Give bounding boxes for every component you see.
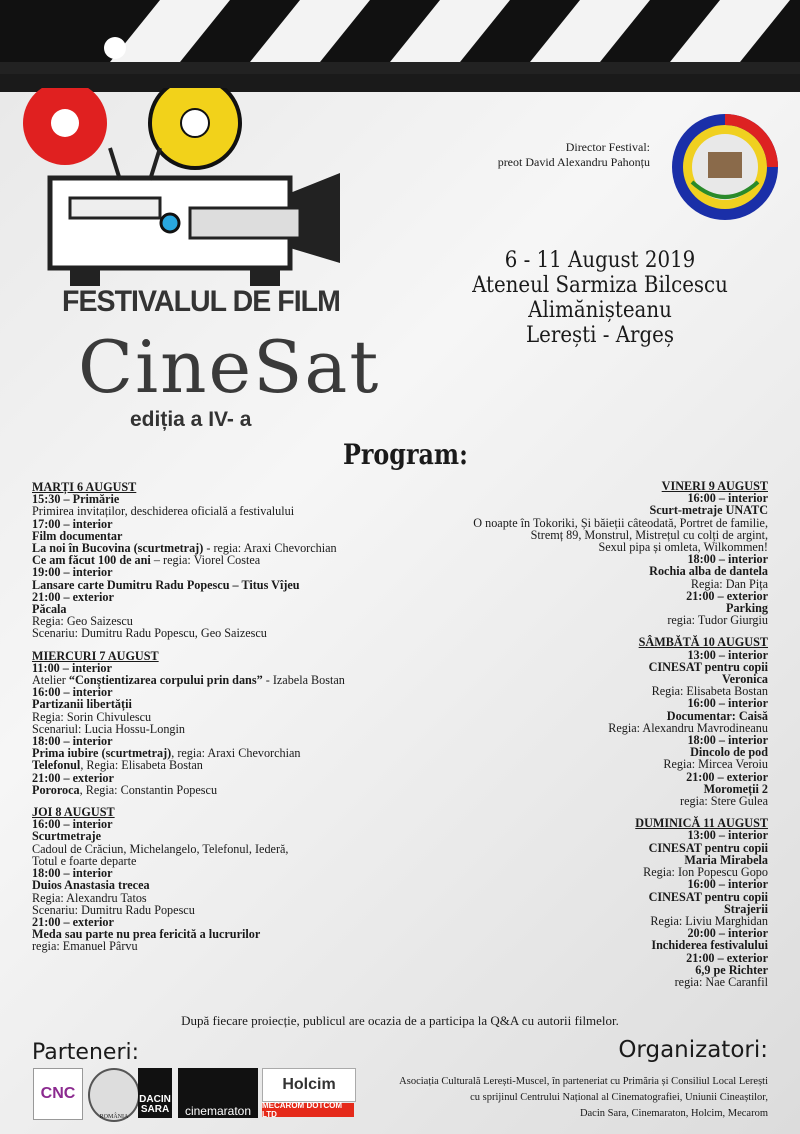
line-main: 20:00 – interior xyxy=(687,926,768,941)
day-heading: SÂMBĂTĂ 10 AUGUST xyxy=(638,635,768,650)
line-main: Regia: Mircea Veroiu xyxy=(663,757,768,772)
line-main: Dincolo de pod xyxy=(690,745,768,760)
line-main: 16:00 – interior xyxy=(687,877,768,892)
event-venue: Ateneul Sarmiza Bilcescu Alimănișteanu xyxy=(472,273,728,323)
line-main: Lansare carte Dumitru Radu Popescu – Titus Vîjeu xyxy=(32,577,300,592)
line-main: 18:00 – interior xyxy=(32,866,113,881)
day-heading: VINERI 9 AUGUST xyxy=(661,479,768,493)
line-main: regia: Emanuel Pârvu xyxy=(32,939,138,954)
line-main: O noapte în Tokoriki, Și băieții câteodată, Portret de familie, xyxy=(473,515,768,530)
dacin-sara-logo-text: DACIN SARA xyxy=(139,1094,171,1115)
line-main: Partizanii libertății xyxy=(32,697,132,712)
festival-line1: FESTIVALUL DE FILM xyxy=(62,285,340,318)
line-main: Pororoca xyxy=(32,782,80,797)
schedule-line xyxy=(368,891,768,903)
line-main: 16:00 – interior xyxy=(32,685,113,700)
line-rest: - Izabela Bostan xyxy=(262,673,345,688)
schedule-line xyxy=(32,784,412,796)
mecarom-logo-text: MECAROM DOTCOM LTD xyxy=(262,1101,342,1119)
line-main: CINESAT pentru copii xyxy=(648,659,768,674)
line-main: 19:00 – interior xyxy=(32,565,113,580)
event-place: Lerești - Argeș xyxy=(526,323,674,348)
association-logo xyxy=(670,112,780,222)
line-main: regia: Stere Gulea xyxy=(680,794,768,809)
line-main: Primirea invitaților, deschiderea oficială a festivalului xyxy=(32,504,295,519)
line-main: Documentar: Caisă xyxy=(666,708,768,723)
partners-title: Parteneri: xyxy=(32,1040,140,1065)
line-main: 21:00 – exterior xyxy=(686,769,768,784)
cnc-logo-text: CNC xyxy=(40,1085,76,1102)
line-main: Regia: Ion Popescu Gopo xyxy=(643,865,768,880)
line-rest: – regia: Viorel Costea xyxy=(150,553,261,568)
line-main: 11:00 – interior xyxy=(32,660,112,675)
mecarom-logo xyxy=(262,1103,354,1117)
event-dates: 6 - 11 August 2019 xyxy=(504,248,696,273)
festival-name: CineSat xyxy=(78,325,381,409)
program-title: Program: xyxy=(343,438,468,471)
clapperboard xyxy=(0,0,800,92)
line-main: 21:00 – exterior xyxy=(686,588,768,603)
line-main: CINESAT pentru copii xyxy=(648,889,768,904)
director-label: Director Festival: xyxy=(565,140,650,154)
uc-logo-text: ROMÂNIA xyxy=(99,1114,129,1120)
line-prefix: Atelier xyxy=(32,673,69,688)
line-rest: , Regia: Elisabeta Bostan xyxy=(80,758,203,773)
line-main: Regia: Dan Pița xyxy=(690,576,768,591)
projector-illustration xyxy=(10,88,410,288)
line-main: regia: Nae Caranfil xyxy=(674,974,768,989)
line-main: 13:00 – interior xyxy=(687,647,768,662)
organizers-text xyxy=(388,1074,768,1122)
line-main: 18:00 – interior xyxy=(687,552,768,567)
footnote: După fiecare proiecție, publicul are ocazia de a participa la Q&A cu autorii filmelor. xyxy=(181,1013,619,1028)
line-main: Film documentar xyxy=(32,528,123,543)
line-main: Regia: Alexandru Mavrodineanu xyxy=(608,720,768,735)
line-main: Regia: Elisabeta Bostan xyxy=(651,684,768,699)
line-main: Scurtmetraje xyxy=(32,829,102,844)
schedule-line xyxy=(32,591,412,603)
day-heading: DUMINICĂ 11 AUGUST xyxy=(635,816,768,831)
line-main: Veronica xyxy=(721,672,768,687)
line-main: regia: Tudor Giurgiu xyxy=(667,613,768,628)
line-main: 15:30 – Primărie xyxy=(32,492,120,507)
line-rest: - regia: Araxi Chevorchian xyxy=(203,541,337,556)
line-main: 21:00 – exterior xyxy=(32,589,114,604)
line-main: Strajerii xyxy=(724,901,768,916)
line-main: Regia: Alexandru Tatos xyxy=(32,890,147,905)
line-main: Păcala xyxy=(32,602,67,617)
director-name: preot David Alexandru Pahonțu xyxy=(497,155,650,169)
line-main: Inchiderea festivalului xyxy=(651,938,768,953)
uc-logo xyxy=(88,1068,140,1122)
line-rest: , regia: Araxi Chevorchian xyxy=(171,746,301,761)
line-main: 17:00 – interior xyxy=(32,516,113,531)
line-main: Moromeții 2 xyxy=(703,781,768,796)
line-main: Cadoul de Crăciun, Michelangelo, Telefonul, Iederă, xyxy=(32,841,289,856)
schedule-right-column xyxy=(368,480,768,988)
organizers-line: Asociația Culturală Lerești-Muscel, în parteneriat cu Primăria și Consiliul Local Lerești xyxy=(399,1076,768,1087)
schedule-line xyxy=(32,627,412,639)
line-main: Prima iubire (scurtmetraj) xyxy=(32,746,172,761)
line-main: Telefonul xyxy=(32,758,81,773)
line-main: Stremț 89, Monstrul, Mistrețul cu colți de argint, xyxy=(530,527,768,542)
organizers-line: Dacin Sara, Cinemaraton, Holcim, Mecarom xyxy=(579,1108,768,1119)
day-heading: MIERCURI 7 AUGUST xyxy=(32,648,159,663)
line-main: 16:00 – interior xyxy=(32,817,113,832)
cinemaraton-logo-text: cinemaraton xyxy=(184,1104,252,1118)
day-heading: MARȚI 6 AUGUST xyxy=(32,480,137,494)
line-main: 18:00 – interior xyxy=(687,733,768,748)
line-main: 18:00 – interior xyxy=(32,734,113,749)
holcim-logo-text: Holcim xyxy=(282,1076,336,1093)
schedule-line xyxy=(368,614,768,626)
line-main: Maria Mirabela xyxy=(684,852,768,867)
line-main: Parking xyxy=(726,601,768,616)
line-main: Duios Anastasia trecea xyxy=(32,878,150,893)
line-main: Meda sau parte nu prea fericită a lucrurilor xyxy=(32,927,261,942)
day-heading: JOI 8 AUGUST xyxy=(32,805,115,820)
line-main: Regia: Geo Saizescu xyxy=(32,614,133,629)
line-main: 6,9 pe Richter xyxy=(695,962,768,977)
organizers-line: cu sprijinul Centrului Național al Cinematografiei, Uniunii Cineaștilor, xyxy=(470,1092,768,1103)
director-block xyxy=(498,140,650,170)
organizers-title: Organizatori: xyxy=(618,1037,768,1063)
schedule-line xyxy=(368,795,768,807)
dacin-sara-logo xyxy=(138,1068,172,1118)
holcim-logo xyxy=(262,1068,356,1102)
line-main: La noi în Bucovina (scurtmetraj) xyxy=(32,541,204,556)
line-main: 21:00 – exterior xyxy=(32,914,114,929)
line-main: Totul e foarte departe xyxy=(32,853,137,868)
line-main: CINESAT pentru copii xyxy=(648,840,768,855)
cnc-logo xyxy=(33,1068,83,1120)
line-main: 21:00 – exterior xyxy=(686,950,768,965)
line-main: 16:00 – interior xyxy=(687,491,768,506)
schedule-line xyxy=(368,590,768,602)
event-info xyxy=(420,248,780,348)
line-main: Scenariul: Lucia Hossu-Longin xyxy=(32,721,185,736)
schedule-line xyxy=(32,940,412,952)
line-main: “Conștientizarea corpului prin dans” xyxy=(68,673,263,688)
festival-edition: ediția a IV- a xyxy=(130,408,252,431)
line-main: Sexul pipa și omleta, Wilkommen! xyxy=(598,540,768,555)
schedule-line xyxy=(368,661,768,673)
line-main: 21:00 – exterior xyxy=(32,770,114,785)
line-main: 16:00 – interior xyxy=(687,696,768,711)
line-main: Regia: Liviu Marghidan xyxy=(650,913,768,928)
line-main: 13:00 – interior xyxy=(687,828,768,843)
line-main: Ce am făcut 100 de ani xyxy=(32,553,151,568)
line-main: Scenariu: Dumitru Radu Popescu, Geo Saizescu xyxy=(32,626,267,641)
cinemaraton-logo xyxy=(178,1068,258,1118)
line-main: Regia: Sorin Chivulescu xyxy=(32,709,152,724)
line-main: Scenariu: Dumitru Radu Popescu xyxy=(32,902,195,917)
association-emblem-icon xyxy=(670,112,780,222)
schedule-line xyxy=(368,976,768,988)
line-rest: , Regia: Constantin Popescu xyxy=(79,782,218,797)
schedule-left-column xyxy=(32,481,412,953)
line-main: Rochia alba de dantela xyxy=(649,564,768,579)
line-main: Scurt-metraje UNATC xyxy=(649,503,768,518)
